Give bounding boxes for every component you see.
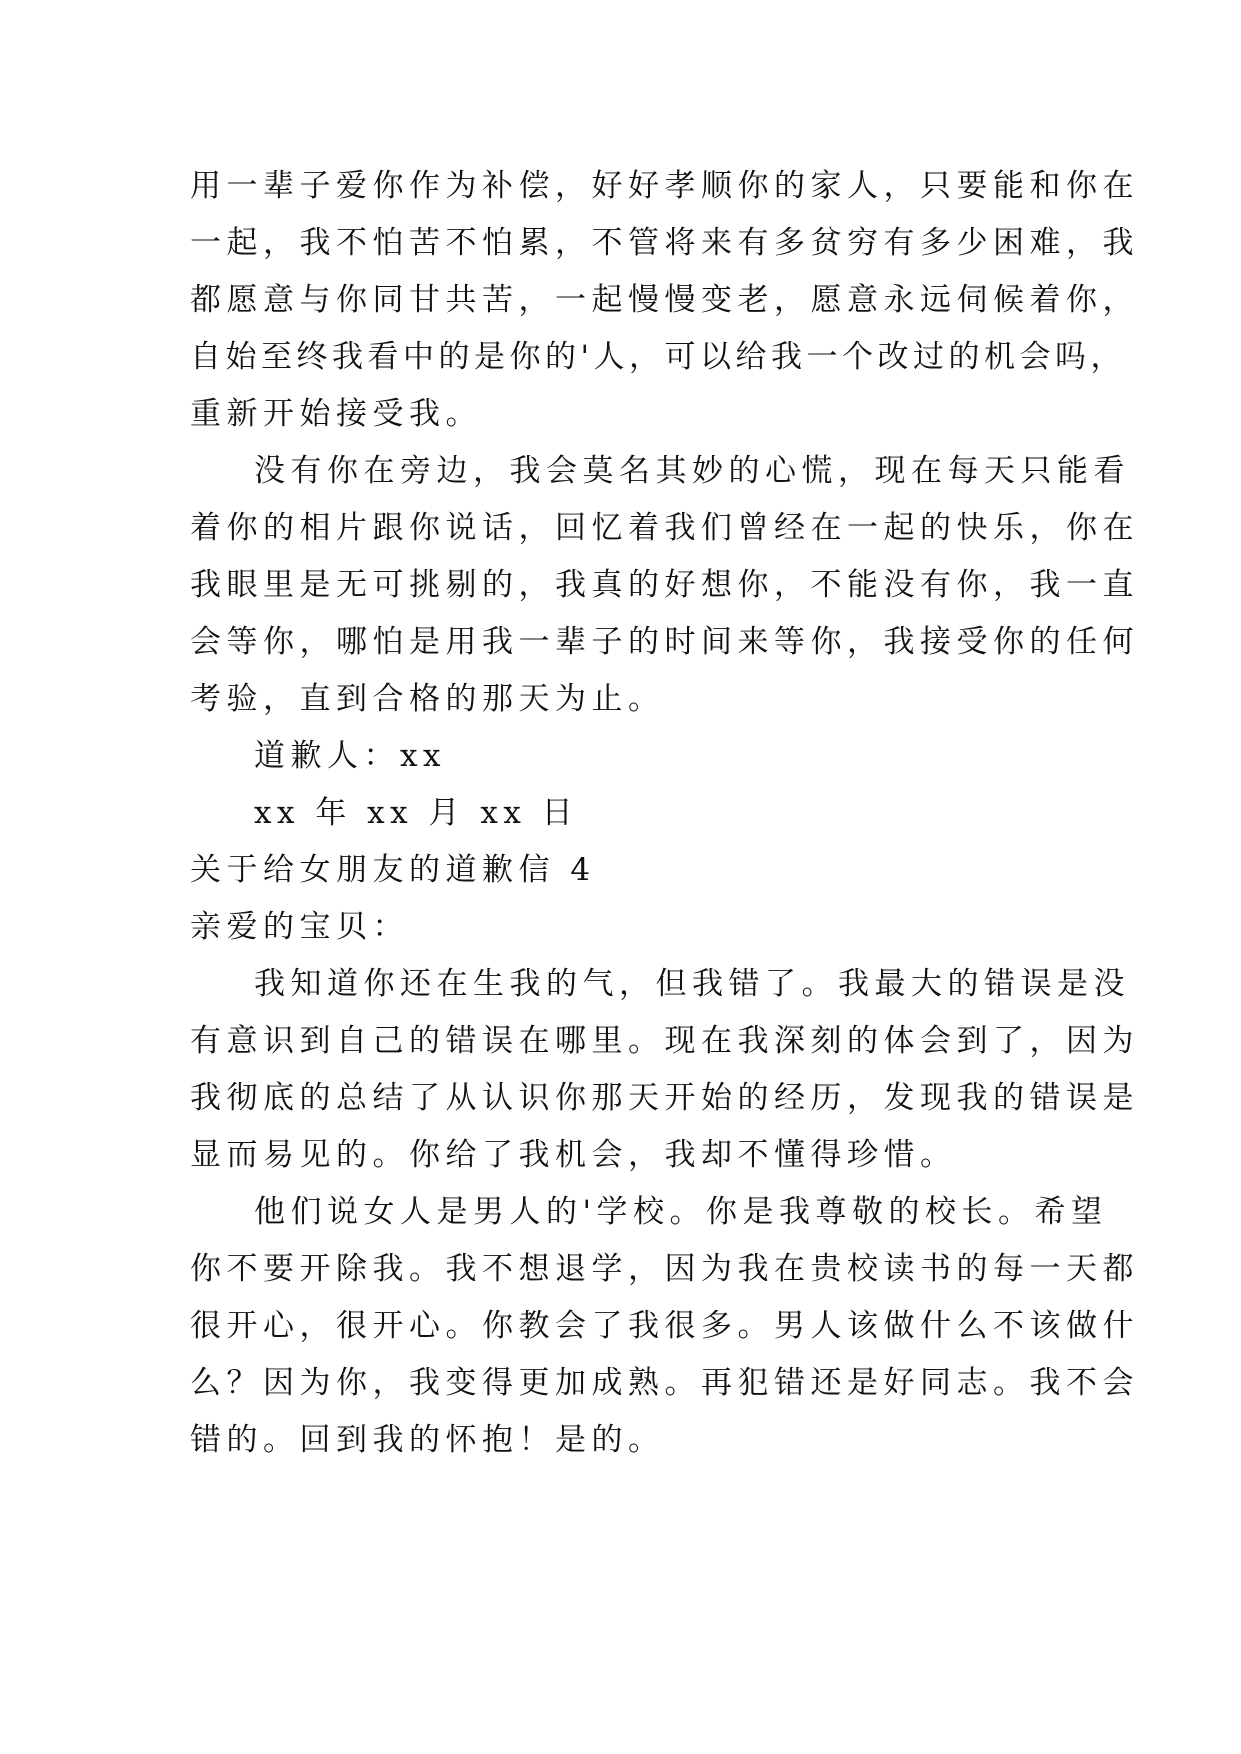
text-line: 很开心，很开心。你教会了我很多。男人该做什么不该做什 [190, 1308, 1139, 1344]
text-line: 我知道你还在生我的气，但我错了。我最大的错误是没 [254, 966, 1130, 1002]
document-body [190, 158, 1139, 1469]
paragraph-3 [190, 956, 1139, 1184]
text-line: 自始至终我看中的是你的'人，可以给我一个改过的机会吗， [190, 339, 1127, 375]
text-line: 着你的相片跟你说话，回忆着我们曾经在一起的快乐，你在 [190, 510, 1139, 546]
text-line: 有意识到自己的错误在哪里。现在我深刻的体会到了，因为 [190, 1023, 1139, 1059]
text-line: 我彻底的总结了从认识你那天开始的经历，发现我的错误是 [190, 1080, 1139, 1116]
text-line: 错的。回到我的怀抱！是的。 [190, 1422, 665, 1458]
text-line: 重新开始接受我。 [190, 396, 482, 432]
date: xx 年 xx 月 xx 日 [254, 795, 579, 831]
text-line: 用一辈子爱你作为补偿，好好孝顺你的家人，只要能和你在 [190, 168, 1139, 204]
text-line: 都愿意与你同甘共苦，一起慢慢变老，愿意永远伺候着你， [190, 282, 1139, 318]
text-line: 么？因为你，我变得更加成熟。再犯错还是好同志。我不会 [190, 1365, 1139, 1401]
text-line: 考验，直到合格的那天为止。 [190, 681, 665, 717]
paragraph-4 [190, 1184, 1139, 1469]
text-line: 他们说女人是男人的'学校。你是我尊敬的校长。希望 [254, 1194, 1108, 1230]
text-line: 显而易见的。你给了我机会，我却不懂得珍惜。 [190, 1137, 957, 1173]
signature: 道歉人：xx [254, 738, 446, 774]
paragraph-2 [190, 443, 1139, 728]
salutation: 亲爱的宝贝： [190, 909, 409, 945]
text-line: 一起，我不怕苦不怕累，不管将来有多贫穷有多少困难，我 [190, 225, 1139, 261]
text-line: 没有你在旁边，我会莫名其妙的心慌，现在每天只能看 [254, 453, 1130, 489]
text-line: 会等你，哪怕是用我一辈子的时间来等你，我接受你的任何 [190, 624, 1139, 660]
letter-title: 关于给女朋友的道歉信 4 [190, 852, 596, 888]
text-line: 我眼里是无可挑剔的，我真的好想你，不能没有你，我一直 [190, 567, 1139, 603]
paragraph-1 [190, 158, 1139, 443]
text-line: 你不要开除我。我不想退学，因为我在贵校读书的每一天都 [190, 1251, 1139, 1287]
